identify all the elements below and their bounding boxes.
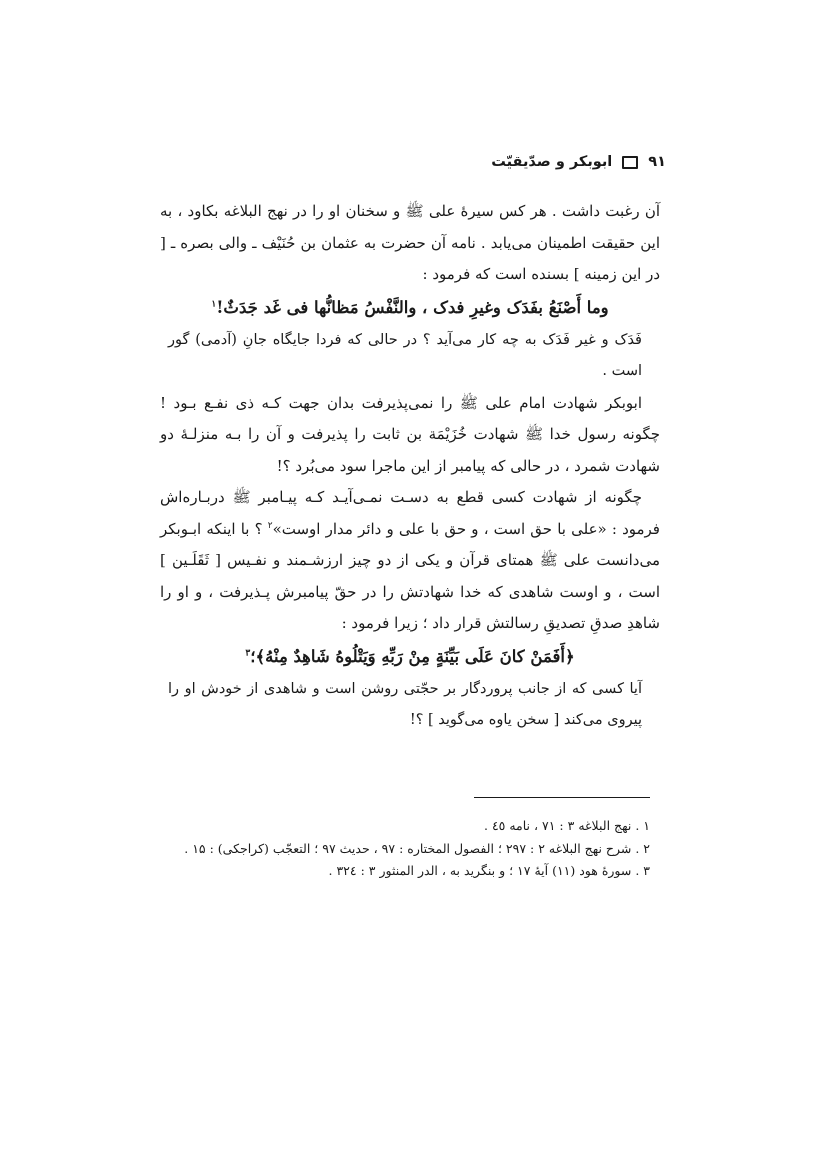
quoted-verse-1 — [160, 291, 660, 325]
running-header — [160, 148, 666, 176]
footnote-marker-1: ۱ — [211, 299, 217, 309]
translation-1: فَدَک و غیر فَدَک به چه کار می‌آید ؟ در حالی که فردا جایگاه جانِ (آدمی) گور است . — [168, 331, 642, 379]
paragraph-2: ابوبکر شهادت امام علی ﷺ را نمی‌پذیرفت بدان جهت کـه ذی نفـع بـود ! چگونه رسول خدا ﷺ شهادت خُزَیْمَة بن ثابت را پذیرفت و آن را بـه منزلـهٔ دو شهادت شمرد ، در حالی که پیامبر از این ماجرا سود می‌بُرد ؟! — [160, 393, 660, 475]
paragraph-1: آن رغبت داشت . هر کس سیرهٔ علی ﷺ و سخنان او را در نهج البلاغه بکاود ، به این حقیقت اطمینان می‌یابد . نامه آن حضرت به عثمان بن حُنَیْف ـ والی بصره ـ [ در این زمینه ] بسنده است که فرمود : — [160, 202, 660, 283]
footnote-2: ۲ . شرح نهج البلاغه ۲ : ۲۹۷ ؛ الفصول المختاره : ۹۷ ، حدیث ۹۷ ؛ التعجّب (کراجکی) : ۱۵ . — [184, 840, 650, 856]
running-title: ابوبکر و صدّیقیّت — [491, 154, 613, 170]
footnote-marker-3: ۳ — [245, 648, 251, 658]
footnote-3: ۳ . سورهٔ هود (۱۱) آیهٔ ۱۷ ؛ و بنگرید به ، الدر المنثور ۳ : ۳۲٤ . — [328, 863, 650, 878]
verse-1-text: وما أَصْنَعُ بفَدَک وغیرِ فدک ، والنَّفْسُ مَظانُّها فی غَد جَدَثٌ! — [216, 297, 609, 317]
quoted-verse-2 — [160, 640, 660, 674]
page-number: ۹۱ — [648, 154, 666, 170]
translation-2: آیا کسی که از جانب پروردگار بر حجّتی روشن است و شاهدی از خودش او را پیروی می‌کند [ سخن یاوه می‌گوید ] ؟! — [168, 680, 642, 728]
main-text — [160, 196, 660, 737]
paragraph-3-part-b: ؟ با اینکه ابـوبکر می‌دانست علی ﷺ همتای قرآن و یکی از دو چیز ارزشـمند و نفـیس [ ثَقَلَـین ] است ، و اوست شاهدی که خدا شهادتش را در حقّ پیامبرش پـذیرفت ، و او را شاهدِ صدقِ تصدیقِ رسالتش قرار داد ؛ زیرا فرمود : — [160, 519, 660, 632]
book-icon — [622, 156, 638, 169]
paragraph-3-part-a: چگونه از شهادت کسی قطع به دسـت نمـی‌آیـد کـه پیـامبر ﷺ دربـاره‌اش فرمود : «علی با حق است ، و حق با علی و دائر مدار اوست» — [160, 488, 660, 538]
footnote-1: ۱ . نهج البلاغه ۳ : ۷۱ ، نامه ٤٥ . — [483, 818, 650, 833]
footnote-divider — [474, 797, 650, 798]
footnotes — [160, 815, 650, 883]
paragraph-3 — [160, 482, 660, 640]
footnote-marker-2: ۲ — [267, 520, 273, 531]
verse-2-text: ﴿أَفَمَنْ كانَ عَلَى بَيِّنَةٍ مِنْ رَبِّهِ وَيَتْلُوهُ شَاهِدٌ مِنْهُ﴾؛ — [250, 646, 575, 666]
